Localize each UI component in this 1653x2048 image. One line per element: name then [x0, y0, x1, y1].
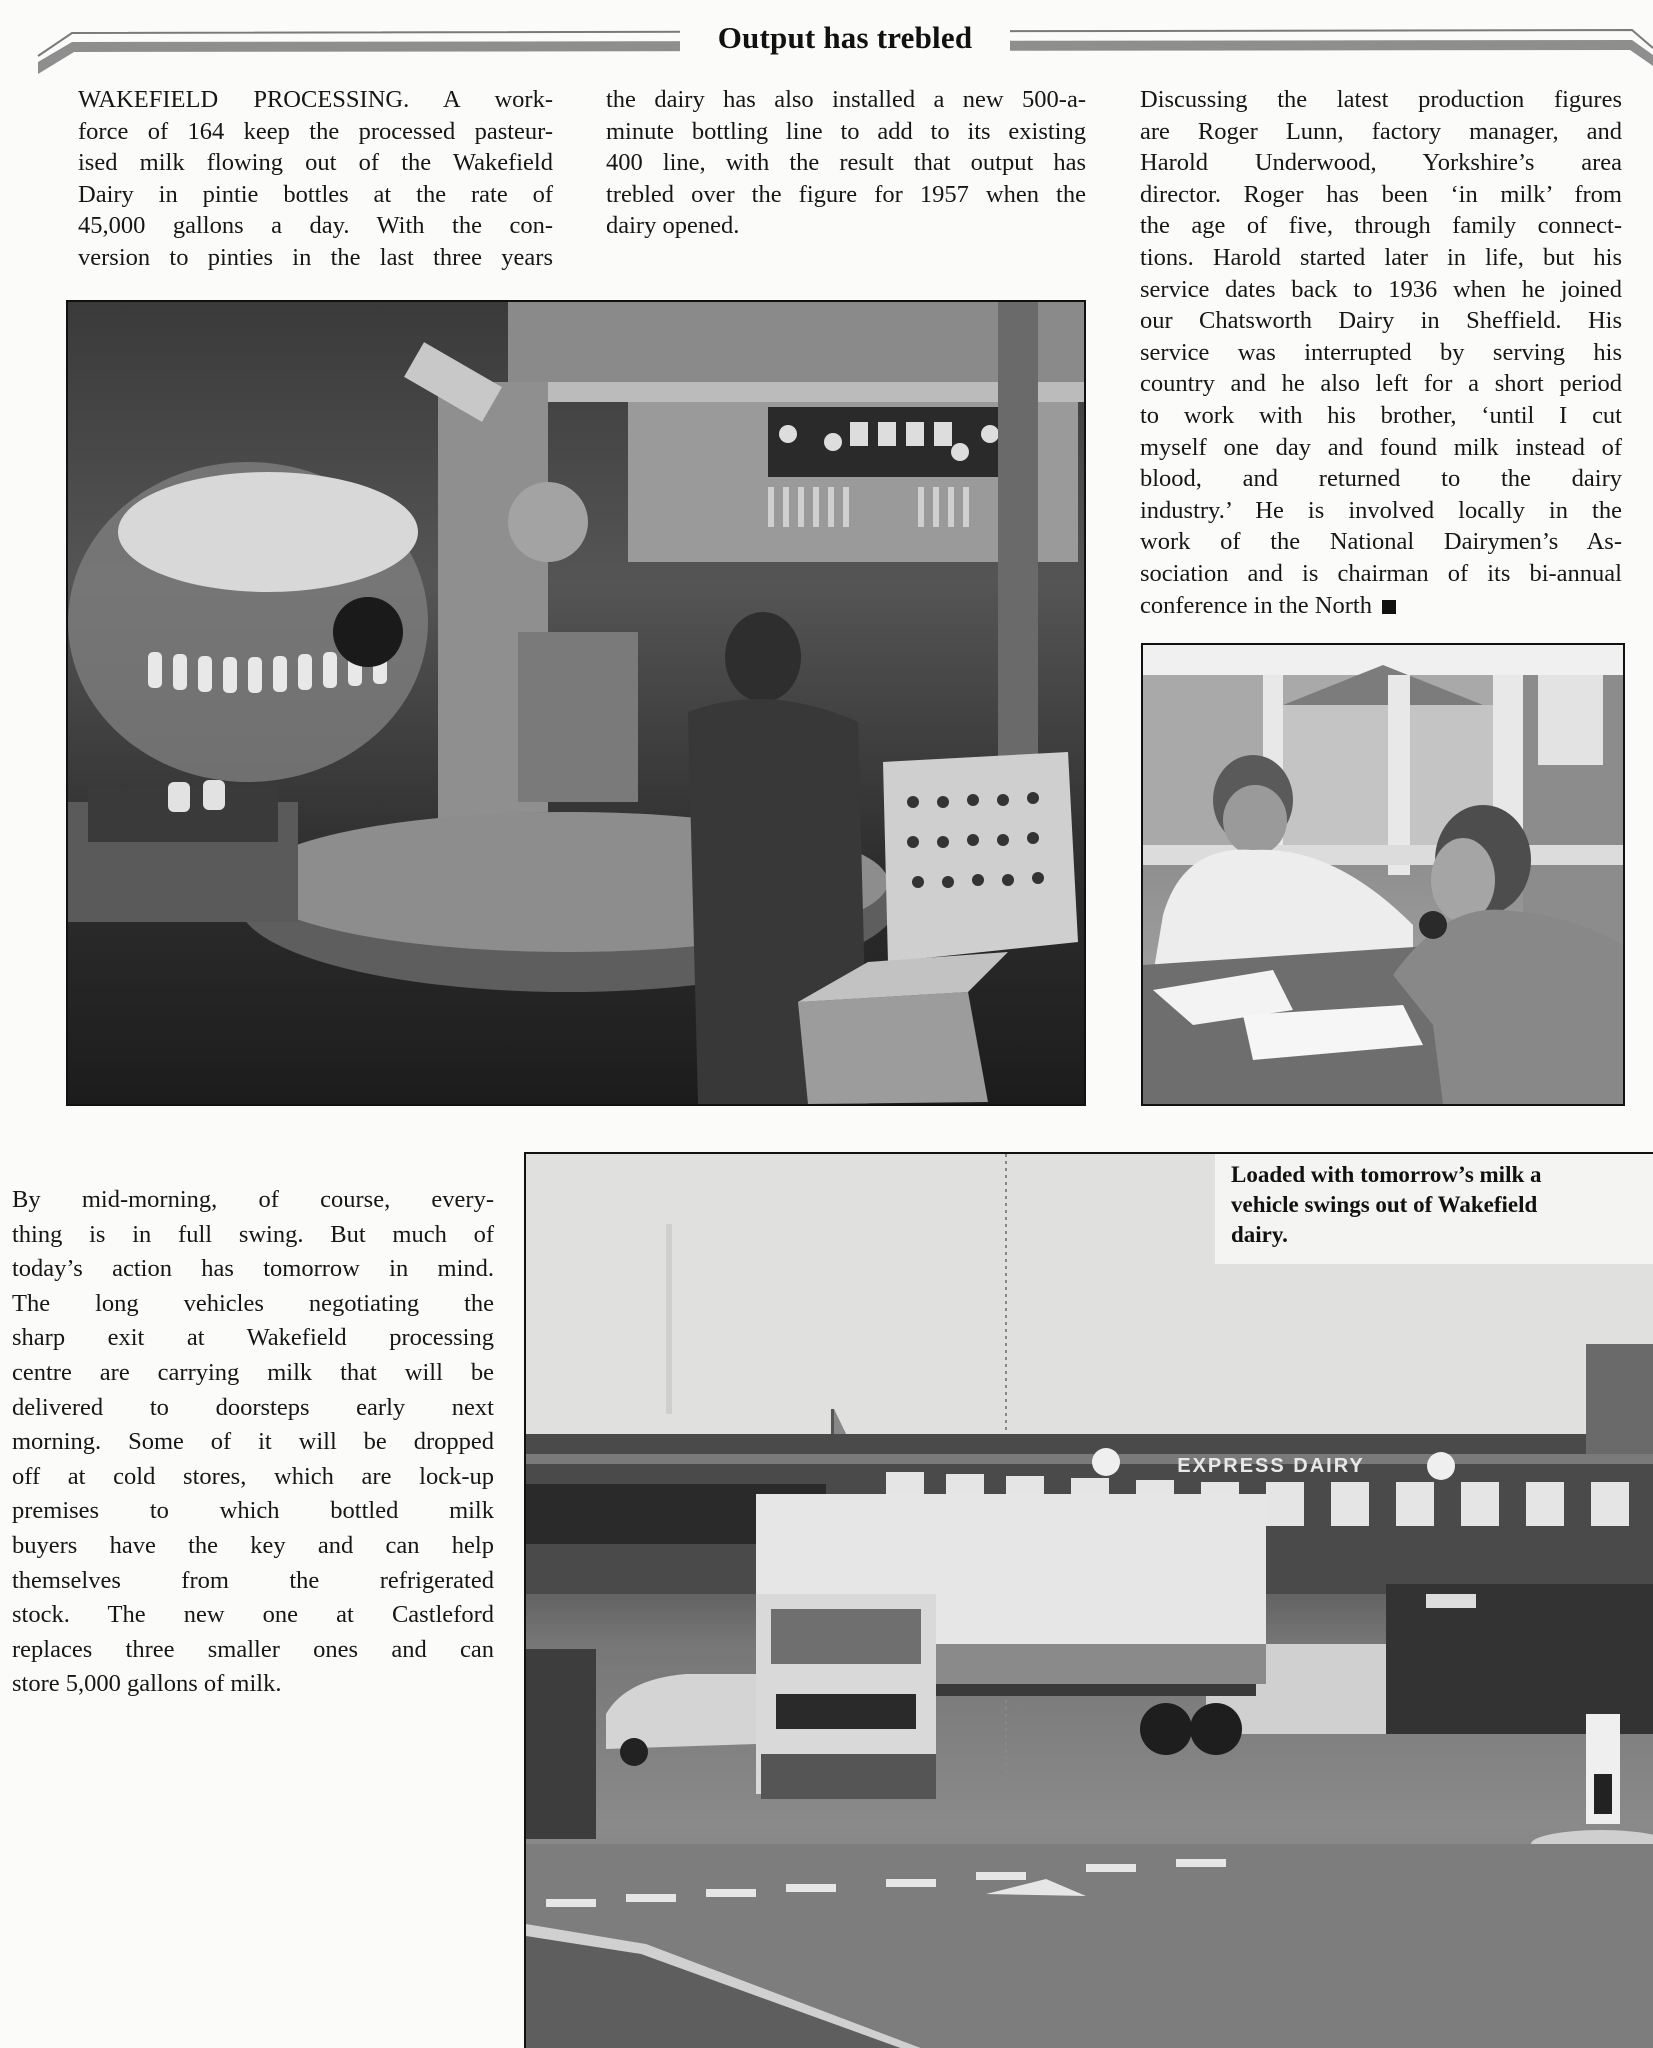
- text-line: thing is in full swing. But much of: [12, 1220, 494, 1248]
- text-line: premises to which bottled milk: [12, 1497, 494, 1525]
- text-line: trebled over the figure for 1957 when the: [606, 180, 1086, 208]
- text-line: stock. The new one at Castleford: [12, 1601, 494, 1629]
- text-line: service was interrupted by serving his: [1140, 338, 1622, 366]
- text-line: Dairy in pintie bottles at the rate of: [78, 180, 553, 208]
- text-line: the dairy has also installed a new 500-a-: [606, 86, 1086, 113]
- article-column-4: [12, 1183, 494, 1702]
- text-line: themselves from the refrigerated: [12, 1566, 494, 1594]
- text-line: ised milk flowing out of the Wakefield: [78, 149, 553, 177]
- end-of-article-square-icon: [1382, 600, 1396, 614]
- headline: Output has trebled: [680, 16, 1010, 60]
- text-line: Discussing the latest production figures: [1140, 86, 1622, 113]
- text-line: our Chatsworth Dairy in Sheffield. His: [1140, 307, 1622, 335]
- text-line: By mid-morning, of course, every-: [12, 1186, 494, 1213]
- text-line: work of the National Dairymen’s As-: [1140, 528, 1622, 556]
- article-column-1: [78, 84, 553, 274]
- lorry-illustration: [526, 1154, 1653, 2048]
- text-line: the age of five, through family connect-: [1140, 212, 1622, 240]
- text-line: version to pinties in the last three years: [78, 243, 553, 271]
- text-line: WAKEFIELD PROCESSING. A work-: [78, 86, 553, 113]
- text-line: 45,000 gallons a day. With the con-: [78, 212, 553, 240]
- text-line: industry.’ He is involved locally in the: [1140, 496, 1622, 524]
- text-line: replaces three smaller ones and can: [12, 1635, 494, 1663]
- text-line: off at cold stores, which are lock-up: [12, 1462, 494, 1490]
- photo-caption: [1231, 1160, 1653, 1250]
- text-line: tions. Harold started later in life, but his: [1140, 243, 1622, 271]
- text-line: service dates back to 1936 when he joined: [1140, 275, 1622, 303]
- text-line: today’s action has tomorrow in mind.: [12, 1255, 494, 1283]
- bottling-machine-illustration: [68, 302, 1084, 1104]
- text-line: Harold Underwood, Yorkshire’s area: [1140, 149, 1622, 177]
- text-line: blood, and returned to the dairy: [1140, 465, 1622, 493]
- text-line: conference in the North: [1140, 591, 1372, 619]
- text-line: myself one day and found milk instead of: [1140, 433, 1622, 461]
- article-column-3: [1140, 84, 1622, 621]
- caption-line: dairy.: [1231, 1222, 1288, 1247]
- text-line: to work with his brother, ‘until I cut: [1140, 401, 1622, 429]
- text-line: country and he also left for a short period: [1140, 370, 1622, 398]
- text-line-final: [1140, 590, 1622, 622]
- text-line: dairy opened.: [606, 212, 740, 240]
- meeting-illustration: [1143, 645, 1623, 1104]
- text-line: delivered to doorsteps early next: [12, 1393, 494, 1421]
- text-line: The long vehicles negotiating the: [12, 1289, 494, 1317]
- text-line: are Roger Lunn, factory manager, and: [1140, 117, 1622, 145]
- text-line: morning. Some of it will be dropped: [12, 1428, 494, 1456]
- article-column-2: [606, 84, 1086, 242]
- text-line: centre are carrying milk that will be: [12, 1358, 494, 1386]
- headline-banner: [0, 0, 1653, 80]
- photo-milk-lorry: [524, 1152, 1653, 2048]
- photo-managers-meeting: [1141, 643, 1625, 1106]
- text-line: director. Roger has been ‘in milk’ from: [1140, 180, 1622, 208]
- text-line: force of 164 keep the processed pasteur-: [78, 117, 553, 145]
- text-line: minute bottling line to add to its existing: [606, 117, 1086, 145]
- text-line: store 5,000 gallons of milk.: [12, 1670, 282, 1698]
- express-dairy-sign: EXPRESS DAIRY: [1177, 1455, 1365, 1477]
- text-line: 400 line, with the result that output has: [606, 149, 1086, 177]
- caption-line: Loaded with tomorrow’s milk a: [1231, 1162, 1542, 1187]
- photo-bottling-line: [66, 300, 1086, 1106]
- caption-line: vehicle swings out of Wakefield: [1231, 1192, 1538, 1217]
- text-line: sharp exit at Wakefield processing: [12, 1324, 494, 1352]
- photo-caption-box: [1215, 1154, 1653, 1264]
- text-line: buyers have the key and can help: [12, 1531, 494, 1559]
- text-line: sociation and is chairman of its bi-annual: [1140, 559, 1622, 587]
